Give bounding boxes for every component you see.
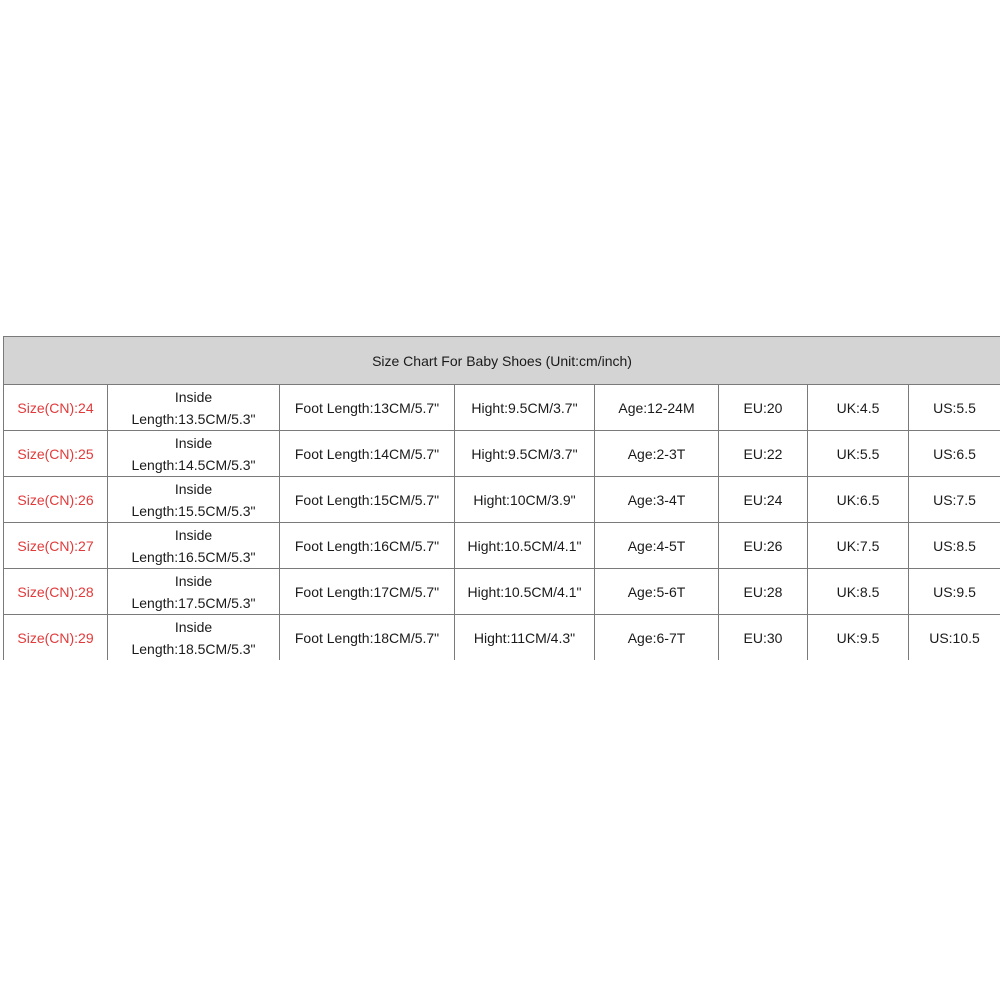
us-size-cell: US:8.5 [909, 523, 1000, 569]
table-row [4, 385, 1000, 431]
size-cn-cell: Size(CN):24 [4, 385, 108, 431]
inside-length-cell [108, 431, 280, 477]
inside-label: Inside [174, 526, 213, 543]
hight-cell: Hight:10CM/3.9" [455, 477, 595, 523]
inside-length-value: Length:14.5CM/5.3" [131, 456, 256, 473]
us-size-cell: US:5.5 [909, 385, 1000, 431]
age-cell: Age:2-3T [595, 431, 719, 477]
us-size-cell: US:9.5 [909, 569, 1000, 615]
inside-label: Inside [174, 434, 213, 451]
eu-size-cell: EU:30 [719, 615, 808, 661]
eu-size-cell: EU:22 [719, 431, 808, 477]
inside-length-value: Length:16.5CM/5.3" [131, 548, 256, 565]
hight-cell: Hight:9.5CM/3.7" [455, 385, 595, 431]
inside-label: Inside [174, 388, 213, 405]
size-chart-table [3, 336, 1000, 660]
size-cn-cell: Size(CN):29 [4, 615, 108, 661]
inside-length-cell [108, 615, 280, 661]
age-cell: Age:4-5T [595, 523, 719, 569]
size-cn-cell: Size(CN):27 [4, 523, 108, 569]
eu-size-cell: EU:20 [719, 385, 808, 431]
hight-cell: Hight:11CM/4.3" [455, 615, 595, 661]
foot-length-cell: Foot Length:14CM/5.7" [280, 431, 455, 477]
hight-cell: Hight:10.5CM/4.1" [455, 569, 595, 615]
eu-size-cell: EU:24 [719, 477, 808, 523]
age-cell: Age:5-6T [595, 569, 719, 615]
age-cell: Age:3-4T [595, 477, 719, 523]
inside-label: Inside [174, 618, 213, 635]
uk-size-cell: UK:7.5 [808, 523, 909, 569]
us-size-cell: US:10.5 [909, 615, 1000, 661]
uk-size-cell: UK:9.5 [808, 615, 909, 661]
size-cn-cell: Size(CN):26 [4, 477, 108, 523]
us-size-cell: US:6.5 [909, 431, 1000, 477]
foot-length-cell: Foot Length:13CM/5.7" [280, 385, 455, 431]
uk-size-cell: UK:5.5 [808, 431, 909, 477]
inside-length-cell [108, 523, 280, 569]
uk-size-cell: UK:8.5 [808, 569, 909, 615]
foot-length-cell: Foot Length:17CM/5.7" [280, 569, 455, 615]
foot-length-cell: Foot Length:15CM/5.7" [280, 477, 455, 523]
foot-length-cell: Foot Length:18CM/5.7" [280, 615, 455, 661]
age-cell: Age:6-7T [595, 615, 719, 661]
eu-size-cell: EU:26 [719, 523, 808, 569]
table-body [4, 385, 1000, 661]
table-title-row [4, 337, 1000, 385]
inside-label: Inside [174, 572, 213, 589]
inside-label: Inside [174, 480, 213, 497]
inside-length-value: Length:13.5CM/5.3" [131, 410, 256, 427]
hight-cell: Hight:9.5CM/3.7" [455, 431, 595, 477]
table-row [4, 431, 1000, 477]
size-cn-cell: Size(CN):25 [4, 431, 108, 477]
table-row [4, 523, 1000, 569]
table-row [4, 477, 1000, 523]
hight-cell: Hight:10.5CM/4.1" [455, 523, 595, 569]
inside-length-cell [108, 477, 280, 523]
table-row [4, 615, 1000, 661]
table-row [4, 569, 1000, 615]
us-size-cell: US:7.5 [909, 477, 1000, 523]
inside-length-value: Length:15.5CM/5.3" [131, 502, 256, 519]
eu-size-cell: EU:28 [719, 569, 808, 615]
inside-length-cell [108, 385, 280, 431]
uk-size-cell: UK:6.5 [808, 477, 909, 523]
age-cell: Age:12-24M [595, 385, 719, 431]
inside-length-value: Length:18.5CM/5.3" [131, 640, 256, 657]
size-cn-cell: Size(CN):28 [4, 569, 108, 615]
inside-length-value: Length:17.5CM/5.3" [131, 594, 256, 611]
table-title: Size Chart For Baby Shoes (Unit:cm/inch) [4, 337, 1000, 385]
inside-length-cell [108, 569, 280, 615]
foot-length-cell: Foot Length:16CM/5.7" [280, 523, 455, 569]
uk-size-cell: UK:4.5 [808, 385, 909, 431]
